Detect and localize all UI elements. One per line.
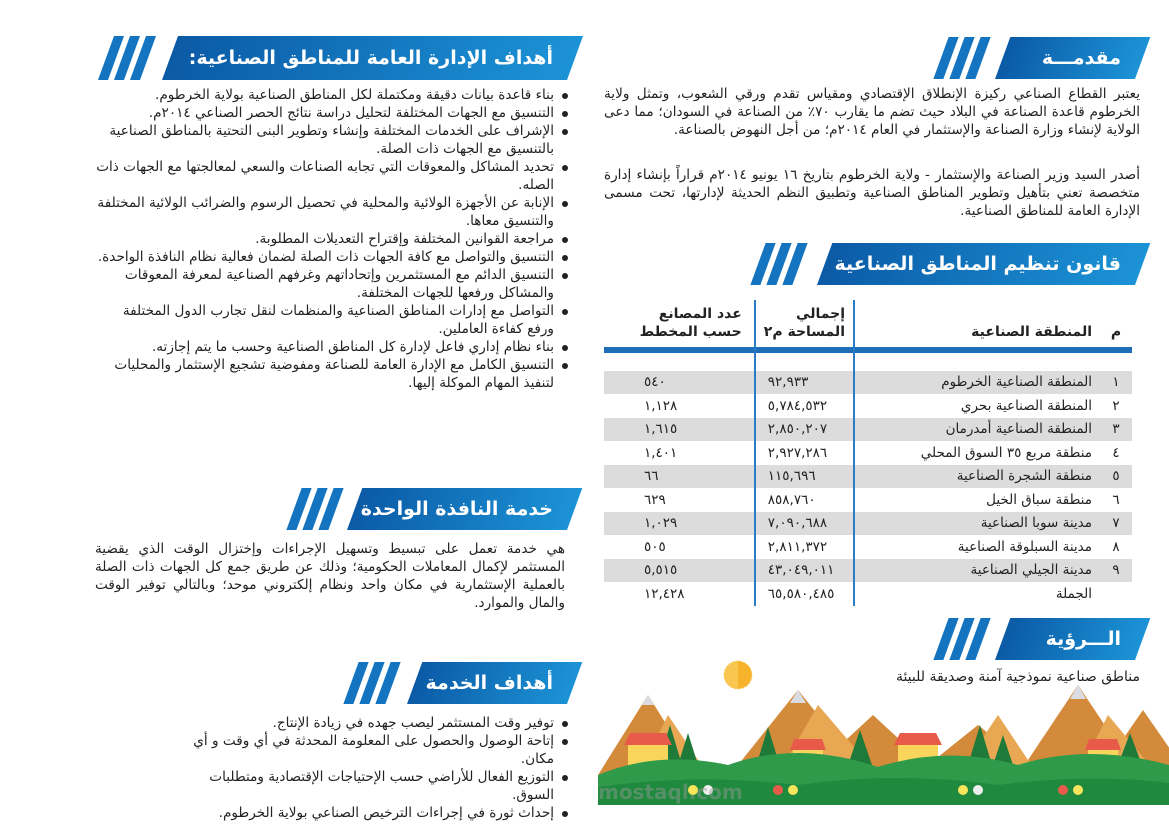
total-area: ٦٥,٥٨٠,٤٨٥ [755, 582, 854, 606]
table-row [604, 441, 1132, 465]
cell-num: ٩ [1100, 559, 1132, 583]
cell-factories: ١,٤٠١ [604, 441, 755, 465]
vision-title: الـــرؤية [1045, 628, 1121, 650]
cell-area: ٢,٨١١,٣٧٢ [755, 535, 854, 559]
intro-paragraph-2: أصدر السيد وزير الصناعة والإستثمار - ولاية الخرطوم بتاريخ ١٦ يونيو ٢٠١٤م قراراً بإنشاء إدارة متخصصة تعني بتأهيل وتطوير المناطق الصناعية وتطبيق النظم الحديثة لإدارتها، تحت مسمى الإدارة العامة للمناطق الصناعية. [604, 167, 1141, 219]
table-total-row [604, 582, 1132, 606]
cell-factories: ١,١٢٨ [604, 394, 755, 418]
total-label: الجملة [1055, 585, 1092, 602]
list-item: إتاحة الوصول والحصول على المعلومة المحدثة في أي وقت و أي مكان. [180, 732, 570, 768]
cell-factories: ٥٤٠ [604, 371, 755, 395]
list-item: مراجعة القوانين المختلفة وإقتراح التعديلات المطلوبة. [95, 230, 570, 248]
goals-title: أهداف الإدارة العامة للمناطق الصناعية: [188, 47, 553, 69]
cell-area: ٢,٩٢٧,٢٨٦ [755, 441, 854, 465]
cell-num: ١ [1100, 371, 1132, 395]
cell-factories: ٥٠٥ [604, 535, 755, 559]
table-row [604, 512, 1132, 536]
goals-list [95, 86, 570, 392]
total-factories: ١٢,٤٢٨ [604, 582, 755, 606]
cell-zone: منطقة مربع ٣٥ السوق المحلي [920, 444, 1092, 461]
service-goals-banner [345, 662, 567, 704]
cell-zone: المنطقة الصناعية أمدرمان [854, 418, 1100, 442]
cell-zone: مدينة الجيلي الصناعية [854, 559, 1100, 583]
list-item: التنسيق الدائم مع المستثمرين وإتحاداتهم وغرفهم الصناعية لمعرفة المعوقات والمشاكل ورفعها للجهات المختلفة. [95, 266, 570, 302]
intro-paragraph-1: يعتبر القطاع الصناعي ركيزة الإنطلاق الإقتصادي ومقياس تقدم ورقي الشعوب، وتمثل ولاية الخرطوم قاعدة الصناعة في البلاد حيث تضم ما يقارب ٧٠٪ من الصناعة في السودان؛ مما دعى الولاية لإنشاء وزارة الصناعة والإستثمار في العام ٢٠١٤م؛ من أجل النهوض بالصناعة. [604, 86, 1141, 138]
total-empty [1100, 582, 1132, 606]
cell-num: ٧ [1100, 512, 1132, 536]
vision-banner [935, 618, 1135, 660]
cell-factories: ١,٠٢٩ [604, 512, 755, 536]
watermark: mostaql.com [598, 780, 743, 804]
cell-factories: ٦٢٩ [604, 488, 755, 512]
cell-area: ٨٥٨,٧٦٠ [755, 488, 854, 512]
table-row [604, 488, 1132, 512]
cell-factories: ٥,٥١٥ [604, 559, 755, 583]
cell-area: ٩٢,٩٣٣ [755, 371, 854, 395]
cell-num: ٤ [1112, 444, 1120, 461]
header-factories: عدد المصانع حسب المخطط [604, 300, 755, 347]
single-window-title: خدمة النافذة الواحدة [360, 498, 553, 520]
header-area: إجمالي المساحة م٢ [755, 300, 854, 347]
intro-banner [935, 37, 1135, 79]
table-row [604, 535, 1132, 559]
cell-area: ٢,٨٥٠,٢٠٧ [755, 418, 854, 442]
service-goals-title: أهداف الخدمة [425, 672, 553, 694]
list-item: التنسيق والتواصل مع كافة الجهات ذات الصلة لضمان فعالية نظام النافذة الواحدة. [95, 248, 570, 266]
cell-zone: المنطقة الصناعية بحري [960, 397, 1092, 414]
list-item: التواصل مع إدارات المناطق الصناعية والمنظمات لنقل تجارب الدول المختلفة ورفع كفاءة العاملين. [95, 302, 570, 338]
cell-area: ١١٥,٦٩٦ [755, 465, 854, 489]
list-item: بناء قاعدة بيانات دقيقة ومكتملة لكل المناطق الصناعية بولاية الخرطوم. [95, 86, 570, 104]
goals-banner [100, 36, 567, 80]
law-title: قانون تنظيم المناطق الصناعية [834, 253, 1121, 275]
service-goals-list [180, 714, 570, 822]
list-item: التنسيق الكامل مع الإدارة العامة للصناعة ومفوضية تشجيع الإستثمار والمحليات لتنفيذ المهام الموكلة إليها. [95, 356, 570, 392]
cell-area: ٧,٠٩٠,٦٨٨ [755, 512, 854, 536]
header-zone: المنطقة الصناعية [971, 324, 1092, 340]
cell-zone: مدينة السبلوقة الصناعية [957, 538, 1092, 555]
cell-num: ٢ [1112, 397, 1120, 414]
header-num: م [1110, 324, 1122, 340]
industrial-zones-table [604, 300, 1132, 606]
list-item: الإشراف على الخدمات المختلفة وإنشاء وتطوير البنى التحتية بالمناطق الصناعية بالتنسيق مع الجهات ذات الصلة. [95, 122, 570, 158]
cell-area: ٥,٧٨٤,٥٣٢ [755, 394, 854, 418]
cell-factories: ١,٦١٥ [604, 418, 755, 442]
list-item: تحديد المشاكل والمعوقات التي تجابه الصناعات والسعي لمعالجتها مع الجهات ذات الصله. [95, 158, 570, 194]
cell-num: ٥ [1100, 465, 1132, 489]
table-row [604, 465, 1132, 489]
intro-title: مقدمـــة [1041, 47, 1121, 69]
single-window-banner [288, 488, 567, 530]
table-row [604, 559, 1132, 583]
table-row [604, 418, 1132, 442]
list-item: بناء نظام إداري فاعل لإدارة كل المناطق الصناعية وحسب ما يتم إجازته. [95, 338, 570, 356]
list-item: توفير وقت المستثمر ليصب جهده في زيادة الإنتاج. [180, 714, 570, 732]
cell-factories: ٦٦ [604, 465, 755, 489]
single-window-text: هي خدمة تعمل على تبسيط وتسهيل الإجراءات وإختزال الوقت الذي يقضية المستثمر لإكمال المعاملات الحكومية؛ وذلك عن طريق جمع كل الجهات ذات الصلة بالعملية الإستثمارية في مكان واحد ونظام إلكتروني موحد؛ وبالتالي توفير الوقت والمال والموارد. [95, 541, 565, 611]
cell-num: ٦ [1112, 491, 1120, 508]
cell-num: ٨ [1112, 538, 1120, 555]
list-item: الإنابة عن الأجهزة الولائية والمحلية في تحصيل الرسوم والضرائب الولائية المختلفة والتنسيق معاها. [95, 194, 570, 230]
list-item: التنسيق مع الجهات المختلفة لتحليل دراسة نتائج الحصر الصناعي ٢٠١٤م. [95, 104, 570, 122]
table-row [604, 394, 1132, 418]
law-banner [752, 243, 1135, 285]
cell-num: ٣ [1100, 418, 1132, 442]
cell-area: ٤٣,٠٤٩,٠١١ [755, 559, 854, 583]
cell-zone: المنطقة الصناعية الخرطوم [854, 371, 1100, 395]
table-row [604, 371, 1132, 395]
cell-zone: مدينة سوبا الصناعية [854, 512, 1100, 536]
list-item: إحداث ثورة في إجراءات الترخيص الصناعي بولاية الخرطوم. [180, 804, 570, 822]
cell-zone: منطقة الشجرة الصناعية [854, 465, 1100, 489]
vision-text: مناطق صناعية نموذجية آمنة وصديقة للبيئة [895, 669, 1140, 685]
cell-zone: منطقة سباق الخيل [986, 491, 1092, 508]
list-item: التوزيع الفعال للأراضي حسب الإحتياجات الإقتصادية ومتطلبات السوق. [180, 768, 570, 804]
